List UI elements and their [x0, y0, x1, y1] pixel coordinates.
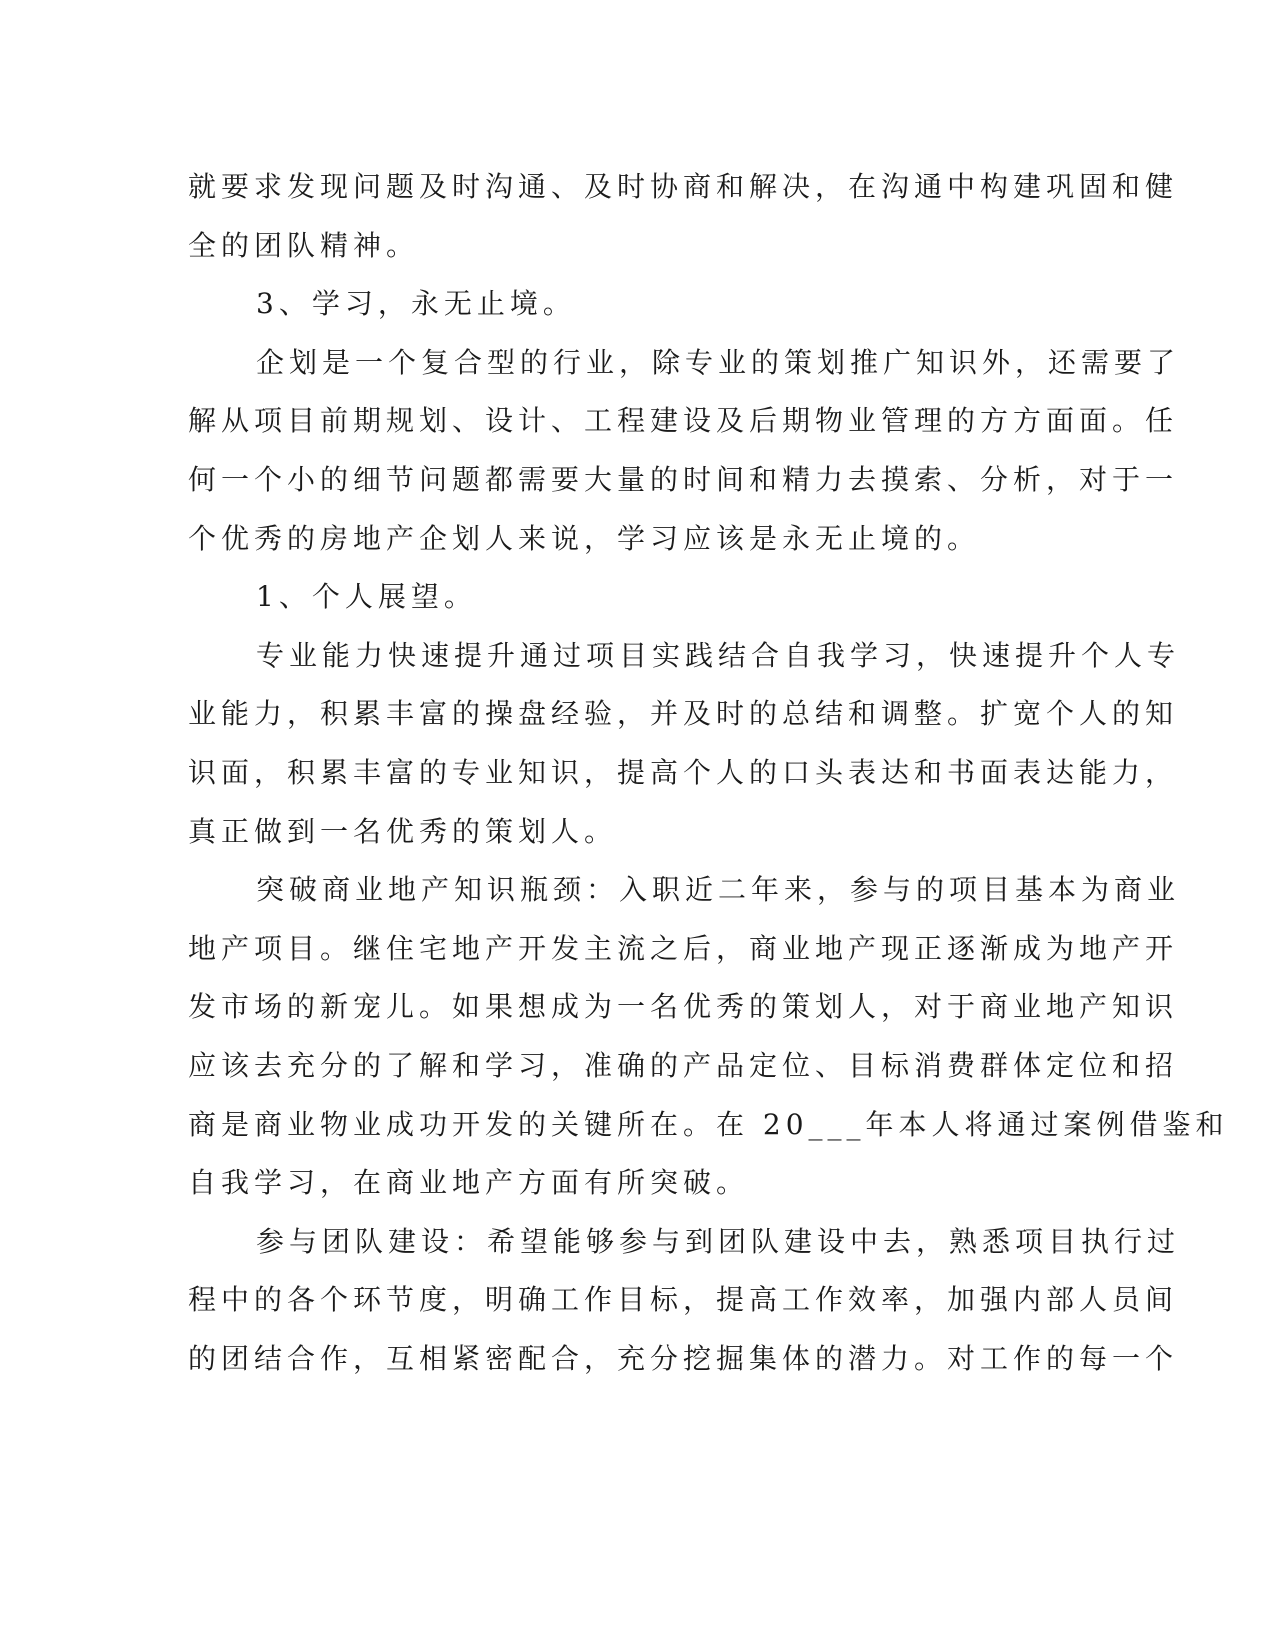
text-line: 商是商业物业成功开发的关键所在。在 20___年本人将通过案例借鉴和: [188, 1107, 1229, 1141]
text-line: 的团结合作，互相紧密配合，充分挖掘集体的潜力。对工作的每一个: [188, 1341, 1179, 1375]
text-line: 何一个小的细节问题都需要大量的时间和精力去摸索、分析，对于一: [188, 462, 1179, 496]
text-line: 个优秀的房地产企划人来说，学习应该是永无止境的。: [188, 521, 981, 555]
text-line: 全的团队精神。: [188, 228, 420, 262]
paragraph-first-line: 专业能力快速提升通过项目实践结合自我学习，快速提升个人专: [256, 638, 1181, 672]
text-line: 真正做到一名优秀的策划人。: [188, 814, 618, 848]
document-body: [188, 158, 1229, 1388]
text-line: 应该去充分的了解和学习，准确的产品定位、目标消费群体定位和招: [188, 1048, 1179, 1082]
text-line: 自我学习，在商业地产方面有所突破。: [188, 1166, 750, 1200]
text-line: 解从项目前期规划、设计、工程建设及后期物业管理的方方面面。任: [188, 404, 1179, 438]
text-line: 识面，积累丰富的专业知识，提高个人的口头表达和书面表达能力，: [188, 755, 1179, 789]
text-line: 发市场的新宠儿。如果想成为一名优秀的策划人，对于商业地产知识: [188, 990, 1179, 1024]
section-heading: 1、个人展望。: [256, 580, 477, 614]
text-line: 地产项目。继住宅地产开发主流之后，商业地产现正逐渐成为地产开: [188, 931, 1179, 965]
paragraph-first-line: 突破商业地产知识瓶颈：入职近二年来，参与的项目基本为商业: [256, 873, 1181, 907]
text-line: 程中的各个环节度，明确工作目标，提高工作效率，加强内部人员间: [188, 1283, 1179, 1317]
section-heading: 3、学习，永无止境。: [256, 287, 576, 321]
paragraph-first-line: 企划是一个复合型的行业，除专业的策划推广知识外，还需要了: [256, 345, 1181, 379]
paragraph-first-line: 参与团队建设：希望能够参与到团队建设中去，熟悉项目执行过: [256, 1224, 1181, 1258]
text-line: 业能力，积累丰富的操盘经验，并及时的总结和调整。扩宽个人的知: [188, 697, 1179, 731]
text-line: 就要求发现问题及时沟通、及时协商和解决，在沟通中构建巩固和健: [188, 170, 1179, 203]
